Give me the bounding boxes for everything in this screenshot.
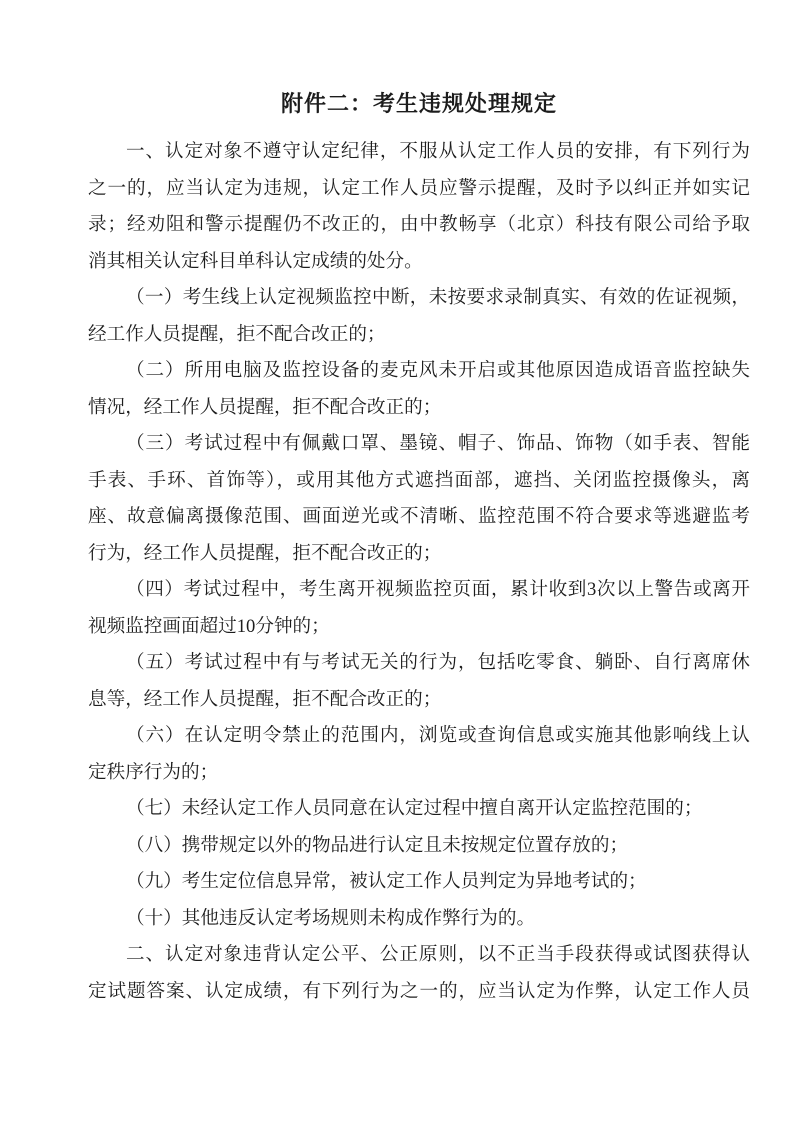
text-line: 经工作人员提醒，拒不配合改正的；	[88, 323, 386, 345]
text-line: （三）考试过程中有佩戴口罩、墨镜、帽子、饰品、饰物（如手表、智能	[126, 433, 750, 454]
paragraph-item-4	[88, 572, 750, 645]
paragraph-item-5	[88, 645, 750, 718]
text-line: （六）在认定明令禁止的范围内，浏览或查询信息或实施其他影响线上认	[126, 725, 750, 746]
paragraph-item-2	[88, 353, 750, 426]
text-line: 定试题答案、认定成绩，有下列行为之一的，应当认定为作弊，认定工作人员	[88, 980, 750, 1002]
text-line: （十）其他违反认定考场规则未构成作弊行为的。	[126, 907, 536, 929]
paragraph-item-6	[88, 718, 750, 791]
text-line: 一、认定对象不遵守认定纪律，不服从认定工作人员的安排，有下列行为	[126, 141, 750, 162]
page-title: 附件二：考生违规处理规定	[280, 91, 557, 116]
text-line: （四）考试过程中，考生离开视频监控页面，累计收到3次以上警告或离开	[126, 579, 750, 600]
paragraph-item-9	[88, 864, 750, 901]
text-line: （一）考生线上认定视频监控中断，未按要求录制真实、有效的佐证视频，	[126, 287, 750, 308]
text-line: （二）所用电脑及监控设备的麦克风未开启或其他原因造成语音监控缺失	[126, 360, 750, 381]
paragraph-item-8	[88, 828, 750, 865]
text-line: （七）未经认定工作人员同意在认定过程中擅自离开认定监控范围的；	[126, 798, 703, 819]
paragraph-item-3	[88, 426, 750, 572]
text-line: 座、故意偏离摄像范围、画面逆光或不清晰、监控范围不符合要求等逃避监考	[88, 506, 750, 527]
text-line: 录；经劝阻和警示提醒仍不改正的，由中教畅享（北京）科技有限公司给予取	[88, 214, 750, 235]
text-line: 定秩序行为的；	[88, 761, 219, 783]
paragraph-clause-2	[88, 937, 750, 1010]
text-line: 二、认定对象违背认定公平、公正原则，以不正当手段获得或试图获得认	[126, 944, 750, 965]
text-line: 息等，经工作人员提醒，拒不配合改正的；	[88, 688, 442, 710]
paragraph-item-7	[88, 791, 750, 828]
paragraph-clause-1	[88, 134, 750, 280]
text-line: 行为，经工作人员提醒，拒不配合改正的；	[88, 542, 442, 564]
document-body	[88, 134, 750, 1010]
text-line: 之一的，应当认定为违规，认定工作人员应警示提醒，及时予以纠正并如实记	[88, 177, 750, 199]
paragraph-item-1	[88, 280, 750, 353]
text-line: （八）携带规定以外的物品进行认定且未按规定位置存放的；	[126, 834, 629, 856]
paragraph-item-10	[88, 901, 750, 938]
text-line: 手表、手环、首饰等），或用其他方式遮挡面部，遮挡、关闭监控摄像头，离	[88, 469, 750, 491]
text-line: 情况，经工作人员提醒，拒不配合改正的；	[88, 396, 442, 418]
text-line: （九）考生定位信息异常，被认定工作人员判定为异地考试的；	[126, 871, 647, 892]
text-line: 消其相关认定科目单科认定成绩的处分。	[88, 250, 423, 272]
text-line: （五）考试过程中有与考试无关的行为，包括吃零食、躺卧、自行离席休	[126, 652, 750, 673]
text-line: 视频监控画面超过10分钟的；	[88, 615, 330, 637]
